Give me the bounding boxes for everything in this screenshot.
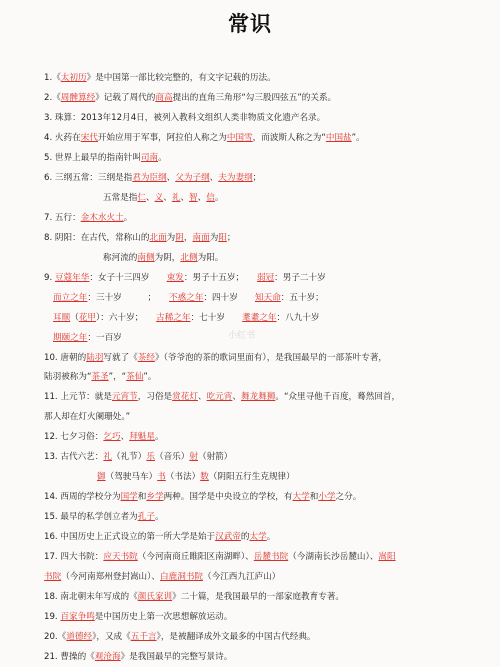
line-text: 、 (197, 193, 207, 203)
highlighted-term: 束发 (166, 273, 184, 283)
line-text: 5. 世界上最早的指南针叫 (44, 153, 141, 163)
knowledge-line (44, 132, 365, 144)
highlighted-term: 百家争鸣 (60, 612, 95, 622)
line-text: 》（爷爷泡的茶的歌词里面有），是我国最早的一部茶叶专著， (154, 353, 388, 363)
page-title: 常识 (228, 12, 272, 36)
highlighted-term: 赏花灯 (172, 392, 198, 402)
highlighted-term: 小学 (318, 492, 336, 502)
line-text: 之分。 (335, 492, 362, 502)
highlighted-term: 礼 (171, 193, 181, 203)
highlighted-term: 五千言 (130, 632, 157, 642)
knowledge-line (53, 332, 122, 344)
highlighted-term: 司南 (140, 153, 159, 163)
line-text: 15. 最早的私学创立者为 (44, 512, 138, 522)
line-text: ，而波斯人称之为“ (252, 133, 326, 143)
knowledge-line (44, 451, 232, 463)
line-text: 12. 七夕习俗： (44, 432, 104, 442)
highlighted-term: 花甲 (78, 313, 97, 323)
line-text: 、 (209, 173, 219, 183)
highlighted-term: 金木水火土 (80, 213, 124, 223)
line-text: 。 (158, 153, 167, 163)
highlighted-term: 知天命 (255, 293, 281, 303)
line-text: 、 (146, 193, 155, 203)
line-text: ：七十岁 (190, 313, 243, 323)
watermark: 小红书 (228, 331, 256, 341)
line-text: 、 (120, 432, 130, 442)
line-text: 提出的直角三角形“勾三股四弦五”的关系。 (172, 93, 337, 103)
line-text: 17. 四大书院： (44, 552, 104, 562)
line-text: 2.《 (44, 93, 61, 103)
highlighted-term: 中国雪 (226, 133, 253, 143)
highlighted-term: 白鹿洞书院 (160, 572, 204, 582)
line-text: （阴阳五行生克规律） (208, 472, 295, 482)
highlighted-term: 射 (189, 452, 198, 462)
highlighted-term: 茶仙 (126, 372, 144, 382)
highlighted-term: 孔子 (137, 512, 155, 522)
line-text: ，习俗是 (137, 392, 173, 402)
highlighted-term: 元宵节 (111, 392, 138, 402)
line-text: 那人却在灯火阑珊处。” (44, 412, 131, 422)
knowledge-line (44, 411, 130, 423)
line-text: 是中国历史上第一次思想解放运动。 (94, 612, 233, 622)
line-text: 》是我国最早的完整写景诗。 (120, 652, 233, 662)
line-text: （今湖南长沙岳麓山）、 (288, 552, 379, 562)
line-text: ”。 (143, 372, 157, 382)
highlighted-term: 汉武帝 (215, 532, 241, 542)
line-text: ”。 (351, 133, 365, 143)
line-text: 称河流的 (103, 253, 138, 263)
knowledge-line (44, 551, 396, 563)
line-text: 。 (123, 213, 133, 223)
knowledge-line (44, 631, 316, 643)
knowledge-line (44, 212, 132, 224)
line-text: （今河南郑州登封嵩山）、 (61, 572, 161, 582)
highlighted-term: 茶圣 (91, 372, 109, 382)
highlighted-term: 数 (200, 472, 209, 482)
line-text: 。 (214, 193, 224, 203)
line-text: 1.《 (44, 73, 61, 83)
knowledge-line (103, 252, 223, 264)
line-text: 的 (240, 532, 250, 542)
highlighted-term: 北面 (149, 233, 167, 243)
knowledge-line (44, 571, 280, 583)
knowledge-line (103, 192, 223, 204)
line-text: 14. 西周的学校分为 (44, 492, 121, 502)
knowledge-line (44, 591, 344, 603)
highlighted-term: 吃元宵 (206, 392, 233, 402)
line-text: 为 (209, 233, 219, 243)
line-text: 为阴， (154, 253, 181, 263)
highlighted-term: 太初历 (60, 73, 87, 83)
highlighted-term: 阴 (175, 233, 184, 243)
knowledge-line (44, 72, 276, 84)
knowledge-line (44, 391, 400, 403)
highlighted-term: 大学 (292, 492, 310, 502)
highlighted-term: 乡学 (146, 492, 164, 502)
highlighted-term: 陆羽 (86, 353, 104, 363)
line-text: 为 (166, 233, 176, 243)
highlighted-term: 夫为妻纲 (218, 173, 253, 183)
line-text: 、 (232, 392, 241, 402)
line-text: 、 (180, 193, 190, 203)
line-text: 。 (266, 532, 276, 542)
line-text: 》，是被翻译成外文最多的中国古代经典。 (156, 632, 316, 642)
line-text: ）：六十岁； (96, 313, 157, 323)
highlighted-term: 宋代 (80, 133, 98, 143)
line-text: （今河南商丘睢阳区南湖畔）、 (137, 552, 254, 562)
highlighted-term: 豆蔻年华 (54, 273, 90, 283)
line-text: 写就了《 (103, 353, 138, 363)
knowledge-line (44, 112, 325, 124)
highlighted-term: 颜氏家训 (137, 592, 173, 602)
line-text: ：男子十五岁； (183, 273, 257, 283)
knowledge-line (44, 172, 261, 184)
line-text: 。“众里寻他千百度，蓦然回首， (275, 392, 401, 402)
highlighted-term: 而立之年 (53, 293, 88, 303)
line-text: 4. 火药在 (44, 133, 81, 143)
highlighted-term: 周髀算经 (60, 93, 96, 103)
line-text: ：八九十岁 (276, 313, 320, 323)
line-text: 两种。国学是中央设立的学校，有 (163, 492, 293, 502)
knowledge-line (44, 152, 167, 164)
line-text: （礼节） (111, 452, 147, 462)
highlighted-term: 阳 (218, 233, 227, 243)
line-text: 。 (154, 432, 164, 442)
highlighted-term: 南面 (192, 233, 210, 243)
highlighted-term: 义 (154, 193, 164, 203)
highlighted-term: 书 (157, 472, 166, 482)
line-text: ：四十岁 (203, 293, 255, 303)
highlighted-term: 嵩阳 (378, 552, 396, 562)
highlighted-term: 北侧 (180, 253, 198, 263)
line-text: 13. 古代六艺： (44, 452, 104, 462)
knowledge-line (44, 431, 164, 443)
line-text: 》记载了周代的 (95, 93, 156, 103)
highlighted-term: 期颐之年 (53, 333, 88, 343)
line-text: 五常是指 (103, 193, 138, 203)
highlighted-term: 国学 (120, 492, 138, 502)
knowledge-line (44, 531, 275, 543)
line-text: 8. 阴阳：在古代，常称山的 (44, 233, 150, 243)
line-text: 、 (166, 173, 176, 183)
line-text: 21. 曹操的《 (44, 652, 95, 662)
line-text: ：一百岁 (87, 333, 122, 343)
line-text: ； (226, 233, 236, 243)
highlighted-term: 岳麓书院 (253, 552, 289, 562)
line-text: 》，又成《 (92, 632, 131, 642)
highlighted-term: 不惑之年 (169, 293, 204, 303)
knowledge-line (44, 371, 156, 383)
highlighted-term: 父为子纲 (175, 173, 210, 183)
highlighted-term: 茶经 (137, 353, 155, 363)
highlighted-term: 乐 (146, 452, 155, 462)
line-text: 》二十篇，是我国最早的一部家庭教育专著。 (172, 592, 345, 602)
knowledge-line (97, 471, 295, 483)
highlighted-term: 舞龙舞狮 (240, 392, 276, 402)
line-text: ：女子十三四岁 (89, 273, 167, 283)
line-text: ； (252, 173, 262, 183)
line-text: （ (70, 313, 79, 323)
highlighted-term: 御 (97, 472, 106, 482)
line-text: （音乐） (154, 452, 190, 462)
line-text: 7. 五行： (44, 213, 81, 223)
highlighted-term: 君为臣纲 (132, 173, 167, 183)
highlighted-term: 书院 (44, 572, 62, 582)
knowledge-line (53, 312, 320, 324)
line-text: （书法） (165, 472, 201, 482)
knowledge-line (44, 491, 361, 503)
line-text: （今江西九江庐山） (203, 572, 281, 582)
highlighted-term: 太学 (249, 532, 267, 542)
line-text: （驾驶马车） (105, 472, 158, 482)
knowledge-line (53, 292, 324, 304)
line-text: 19. (44, 612, 61, 622)
line-text: ：三十岁 ； (87, 293, 170, 303)
line-text: 10. 唐朝的 (44, 353, 87, 363)
line-text: 、 (197, 392, 207, 402)
line-text: 18. 南北朝末年写成的《 (44, 592, 138, 602)
line-text: 11. 上元节：就是 (44, 392, 112, 402)
line-text: 、 (163, 193, 172, 203)
knowledge-line (44, 232, 236, 244)
highlighted-term: 应天书院 (103, 552, 138, 562)
line-text: 16. 中国历史上正式设立的第一所大学是始于 (44, 532, 216, 542)
line-text: 为阳。 (197, 253, 224, 263)
highlighted-term: 道德经 (66, 632, 93, 642)
line-text: （射箭） (197, 452, 233, 462)
highlighted-term: 中国盐 (325, 133, 352, 143)
knowledge-line (44, 651, 232, 663)
line-text: 9. (44, 273, 55, 283)
line-text: ”，“ (108, 372, 127, 382)
line-text: ：男子二十岁 (274, 273, 326, 283)
highlighted-term: 乞巧 (103, 432, 121, 442)
line-text: 》是中国第一部比较完整的，有文字记载的历法。 (86, 73, 276, 83)
knowledge-line (44, 92, 336, 104)
knowledge-line (44, 611, 232, 623)
highlighted-term: 南侧 (137, 253, 155, 263)
line-text: 20.《 (44, 632, 67, 642)
line-text: 开始应用于军事，阿拉伯人称之为 (97, 133, 227, 143)
highlighted-term: 拜魁星 (129, 432, 155, 442)
highlighted-term: 弱冠 (256, 273, 275, 283)
highlighted-term: 信 (206, 193, 215, 203)
line-text: 和 (309, 492, 319, 502)
line-text: ：五十岁； (280, 293, 324, 303)
highlighted-term: 智 (189, 193, 198, 203)
highlighted-term: 耳顺 (53, 313, 71, 323)
knowledge-line (44, 511, 164, 523)
highlighted-term: 礼 (103, 452, 112, 462)
highlighted-term: 仁 (137, 193, 146, 203)
knowledge-line (44, 272, 326, 284)
highlighted-term: 观沧海 (94, 652, 121, 662)
highlighted-term: 古稀之年 (156, 313, 191, 323)
highlighted-term: 耄耋之年 (242, 313, 277, 323)
knowledge-line (44, 352, 387, 364)
line-text: ， (183, 233, 193, 243)
line-text: 。 (154, 512, 164, 522)
line-text: 3. 珠算：2013年12月4日，被列入教科文组织人类非物质文化遗产名录。 (44, 113, 326, 123)
line-text: 6. 三纲五常：三纲是指 (44, 173, 133, 183)
highlighted-term: 商高 (155, 93, 173, 103)
line-text: 陆羽被称为“ (44, 372, 92, 382)
line-text: 和 (137, 492, 147, 502)
